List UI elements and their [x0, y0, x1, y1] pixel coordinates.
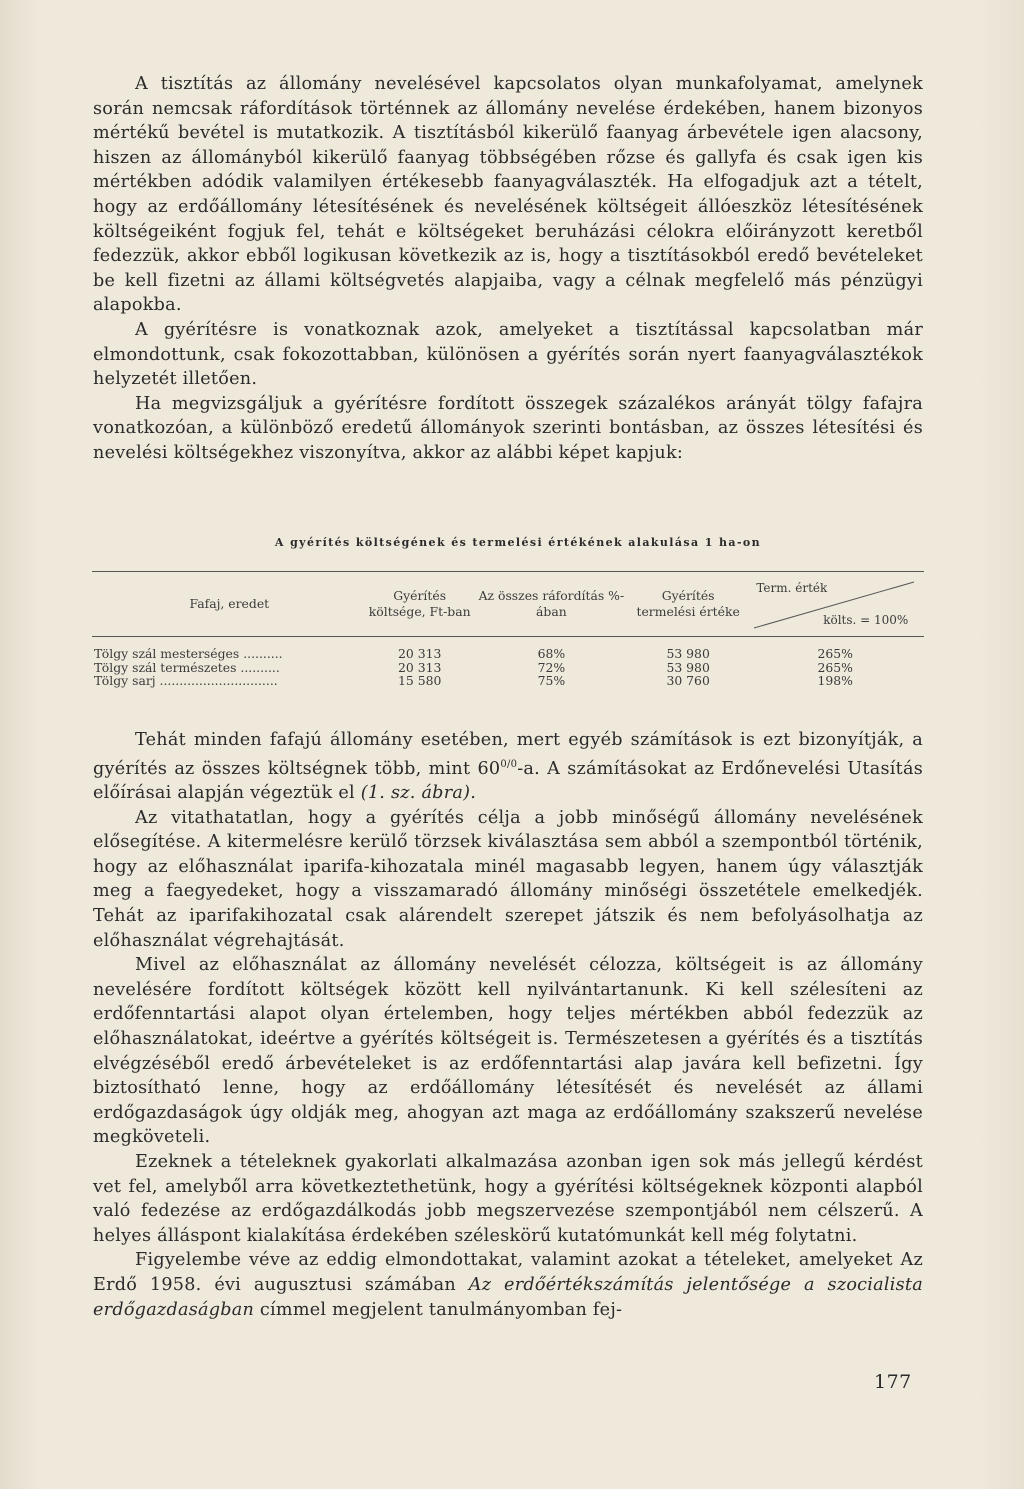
header-term-ertek: Term. érték — [756, 581, 828, 595]
cell-raforditas: 68% — [537, 646, 566, 661]
cell-arany: 198% — [817, 673, 853, 688]
row-name: Tölgy szál természetes .......... — [94, 659, 280, 675]
cost-table — [92, 571, 924, 688]
cell-arany: 265% — [817, 659, 853, 675]
header-gyerites-koltsege: Gyérítés költsége, Ft-ban — [367, 572, 473, 637]
paragraph-tehat: Tehát minden fafajú állomány esetében, mert egyéb számítások is ezt bizonyítják, a gyérítés az összes költségnek több, mint $60^{0/0}-a$. A számításokat az Erdőnevelési Utasítás előírásai alapján végeztük el (1. sz. ábra). — [93, 730, 923, 804]
table-row — [92, 637, 924, 661]
page-number: 177 — [874, 1371, 912, 1393]
paragraph-vitathatatlan: Az vitathatatlan, hogy a gyérítés célja a jobb minőségű állomány nevelésének elősegítése. A kitermelésre kerülő törzsek kiválasztása sem abból a szempontból történik, hogy az előhasználat iparifa-kihozatala minél magasabb legyen, hanem úgy választják meg a faegyedeket, hogy a visszamaradó állomány minőségi összetétele emelkedjék. Tehát az iparifakihozatal csak alárendelt szerepet játszik és nem befolyásolhatja az előhasználat végrehajtását. — [93, 807, 923, 951]
cost-table-block — [92, 536, 924, 688]
header-termelesi-ertek: Gyérítés termelési értéke — [630, 572, 746, 637]
header-koltseg: költs. = 100% — [823, 613, 909, 627]
table-row — [92, 674, 924, 688]
paragraph-ezeknek: Ezeknek a tételeknek gyakorlati alkalmazása azonban igen sok más jellegű kérdést vet fel, amelyből arra következtethetünk, hogy a gyérítési költségeknek központi alapból való fedezése az erdőgazdálkodás jobb megszervezése szempontjából nem célszerű. A helyes álláspont kialakítása érdekében széleskörű kutatómunkát kell még folytatni. — [93, 1151, 923, 1246]
header-fafaj: Fafaj, eredet — [92, 572, 367, 637]
cell-termelesi-ertek: 53 980 — [666, 646, 710, 661]
table-title: A gyérítés költségének és termelési értékének alakulása 1 ha-on — [274, 536, 762, 549]
percent-sign: 0/0 — [500, 758, 518, 770]
cell-koltseg: 20 313 — [398, 659, 442, 675]
text-column — [93, 72, 923, 466]
paragraph-mivel: Mivel az előhasználat az állomány nevelését célozza, költségeit is az állomány nevelésére fordított költségek között kell nyilvántartanunk. Ki kell szélesíteni az erdőfenntartási alapot olyan értelemben, hogy teljes mértékben abból fedezzük az előhasználatokat, ideértve a gyérítés költségeit is. Természetesen a gyérítés és a tisztítás elvégzéséből eredő árbevételeket is az erdőfenntartási alap javára kell befizetni. Így biztosítható lenne, hogy az erdőállomány létesítését és nevelését az állami erdőgazdaságok úgy oldják meg, ahogyan azt maga az erdőállomány szakszerű nevelése megköveteli. — [93, 955, 923, 1148]
paragraph-vizsgalat: Ha megvizsgáljuk a gyérítésre fordított összegek százalékos arányát tölgy fafajra vonatkozóan, a különböző eredetű állományok szerinti bontásban, az összes létesítési és nevelési költségekhez viszonyítva, akkor az alábbi képet kapjuk: — [93, 393, 923, 463]
text-column-lower — [93, 728, 923, 1322]
article-title: Az erdőértékszámítás jelentősége a szocialista erdőgazdaságban — [93, 1274, 923, 1320]
paragraph-gyerites: A gyérítésre is vonatkoznak azok, amelyeket a tisztítással kapcsolatban már elmondottunk, csak fokozottabban, különösen a gyérítés során nyert faanyagválasztékok helyzetét illetően. — [93, 319, 923, 390]
cell-raforditas: 72% — [537, 659, 566, 675]
paragraph-figyelembe: Figyelembe véve az eddig elmondottakat, valamint azokat a tételeket, amelyeket Az Erdő 1958. évi augusztusi számában Az erdőértékszámítás jelentősége a szocialista erdőgazdaságban címmel megjelent tanulmányomban fej- — [93, 1250, 923, 1320]
table-row — [92, 661, 924, 675]
figure-reference: (1. sz. ábra). — [360, 783, 477, 804]
header-arany — [746, 572, 924, 637]
row-name: Tölgy sarj .............................. — [94, 673, 278, 688]
table-header-row — [92, 572, 924, 637]
cell-termelesi-ertek: 30 760 — [666, 673, 710, 688]
paragraph-tisztitas: A tisztítás az állomány nevelésével kapcsolatos olyan munkafolyamat, amelynek során nemcsak ráfordítások történnek az állomány nevelése érdekében, hanem bizonyos mértékű bevétel is mutatkozik. A tisztításból kikerülő faanyag árbevétele igen alacsony, hiszen az állományból kikerülő faanyag többségében rőzse és gallyfa és csak igen kis mértékben adódik valamilyen értékesebb faanyagválaszték. Ha elfogadjuk azt a tételt, hogy az erdőállomány létesítésének és nevelésének költségeit állóeszköz létesítésének költségeiként fogjuk fel, tehát e költségeket beruházási célokra előirányzott keretből fedezzük, akkor ebből logikusan következik az is, hogy a tisztításokból eredő bevételeket be kell fizetni az állami költségvetés alapjaiba, vagy a célnak megfelelő más pénzügyi alapokba. — [93, 74, 923, 316]
cell-koltseg: 15 580 — [398, 673, 442, 688]
cell-raforditas: 75% — [537, 673, 566, 688]
cell-termelesi-ertek: 53 980 — [666, 659, 710, 675]
row-name: Tölgy szál mesterséges .......... — [94, 646, 283, 661]
header-raforditas: Az összes ráfordítás %-ában — [473, 572, 630, 637]
cell-arany: 265% — [817, 646, 853, 661]
cell-koltseg: 20 313 — [398, 646, 442, 661]
